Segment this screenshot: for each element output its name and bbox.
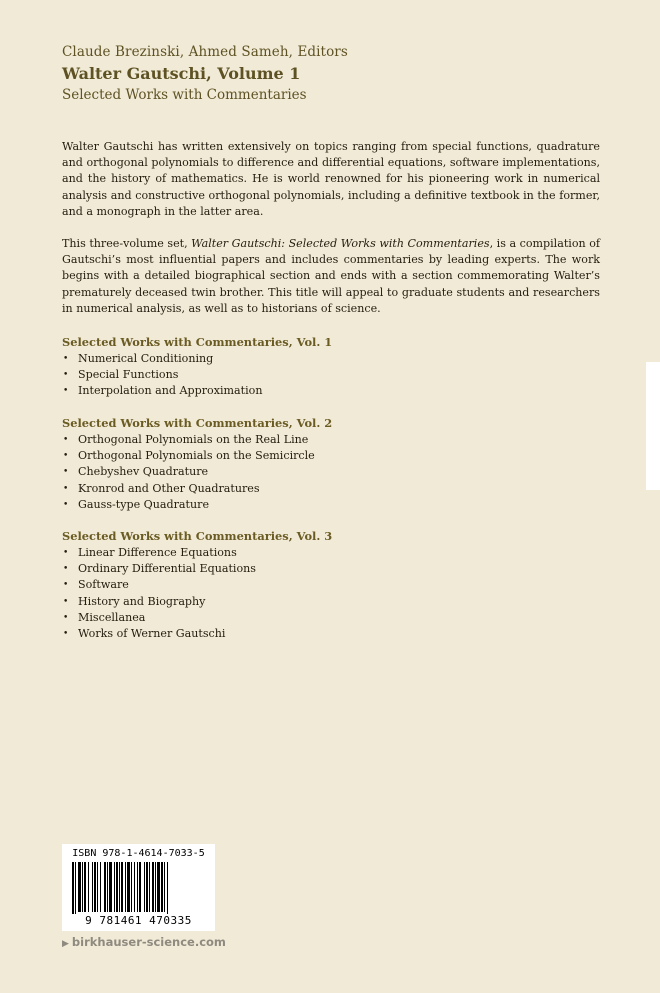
list-item: • Gauss-type Quadrature	[62, 497, 315, 513]
description-paragraph-1: Walter Gautschi has written extensively on topics ranging from special functions, quadrature and orthogonal polynomials to difference and differential equations, software implementations, and the history of mathematics. He is world renowned for his pioneering work in numerical analysis and constructive orthogonal polynomials, including a definitive textbook in the former, and a monograph in the latter area.	[62, 140, 600, 218]
barcode-bar	[109, 862, 112, 912]
barcode-bar	[75, 862, 76, 914]
barcode-bar	[164, 862, 165, 912]
barcode-bar	[121, 862, 123, 912]
isbn-barcode	[62, 844, 215, 931]
barcode-bar	[119, 862, 120, 912]
volume-3-heading: Selected Works with Commentaries, Vol. 3	[62, 529, 333, 543]
barcode-bar	[114, 862, 115, 912]
list-item: • Ordinary Differential Equations	[62, 561, 256, 577]
barcode-bar	[104, 862, 106, 912]
paragraph-2-intro: This three-volume set,	[62, 237, 192, 250]
list-item: • Special Functions	[62, 367, 263, 383]
barcode-bar	[152, 862, 154, 912]
paragraph-2-series-title: Walter Gautschi: Selected Works with Commentaries	[191, 237, 490, 250]
barcode-bar	[134, 862, 135, 912]
publisher-website-text: birkhauser-science.com	[71, 935, 226, 949]
description-paragraph-2	[62, 236, 600, 317]
isbn-digits: 9 781461 470335	[85, 914, 192, 927]
barcode-bar	[94, 862, 96, 912]
barcode-bar	[92, 862, 93, 912]
triangle-right-icon: ▶	[62, 939, 69, 949]
list-item: • Linear Difference Equations	[62, 545, 256, 561]
barcode-bar	[144, 862, 145, 912]
barcode-bar	[72, 862, 74, 914]
barcode-bar	[88, 862, 89, 912]
barcode-bar	[149, 862, 150, 912]
barcode-bar	[84, 862, 86, 912]
list-item: • Interpolation and Approximation	[62, 383, 263, 399]
barcode-bar	[161, 862, 163, 912]
volume-3-list	[62, 545, 256, 642]
barcode-bar	[127, 862, 130, 912]
barcode-bar	[116, 862, 118, 912]
barcode-bar	[137, 862, 138, 912]
list-item: • Orthogonal Polynomials on the Real Line	[62, 432, 315, 448]
list-item: • Software	[62, 577, 256, 593]
barcode-bar	[78, 862, 81, 912]
barcode-bar	[157, 862, 160, 912]
book-title: Walter Gautschi, Volume 1	[62, 64, 301, 83]
editors-line: Claude Brezinski, Ahmed Sameh, Editors	[62, 44, 348, 60]
list-item: • Kronrod and Other Quadratures	[62, 481, 315, 497]
list-item: • Orthogonal Polynomials on the Semicircle	[62, 448, 315, 464]
book-subtitle: Selected Works with Commentaries	[62, 87, 307, 103]
list-item: • Numerical Conditioning	[62, 351, 263, 367]
paragraph-2-body: , is a compilation of Gautschi’s most influential papers and includes commentaries by leading experts. The work begins with a detailed biographical section and ends with a section commemorating Walter’s prematurely deceased twin brother. This title will appeal to graduate students and researchers in numerical analysis, as well as to historians of science.	[62, 237, 600, 315]
publisher-website-link[interactable]	[62, 935, 226, 949]
barcode-bar	[97, 862, 98, 912]
barcode-bar	[125, 862, 126, 912]
barcode-bar	[146, 862, 148, 912]
barcode-bar	[155, 862, 156, 912]
list-item: • Chebyshev Quadrature	[62, 464, 315, 480]
page-edge-tab	[646, 362, 660, 490]
barcode-bar	[107, 862, 108, 912]
volume-1-list	[62, 351, 263, 400]
volume-2-list	[62, 432, 315, 513]
list-item: • Miscellanea	[62, 610, 256, 626]
barcode-bar	[167, 862, 168, 914]
list-item: • Works of Werner Gautschi	[62, 626, 256, 642]
barcode-bar	[131, 862, 132, 912]
barcode-bar	[139, 862, 141, 912]
list-item: • History and Biography	[62, 594, 256, 610]
barcode-bar	[82, 862, 83, 912]
barcode-bar	[100, 862, 101, 912]
volume-2-heading: Selected Works with Commentaries, Vol. 2	[62, 416, 333, 430]
barcode-icon	[62, 862, 215, 914]
isbn-label: ISBN 978-1-4614-7033-5	[72, 848, 205, 859]
volume-1-heading: Selected Works with Commentaries, Vol. 1	[62, 335, 333, 349]
